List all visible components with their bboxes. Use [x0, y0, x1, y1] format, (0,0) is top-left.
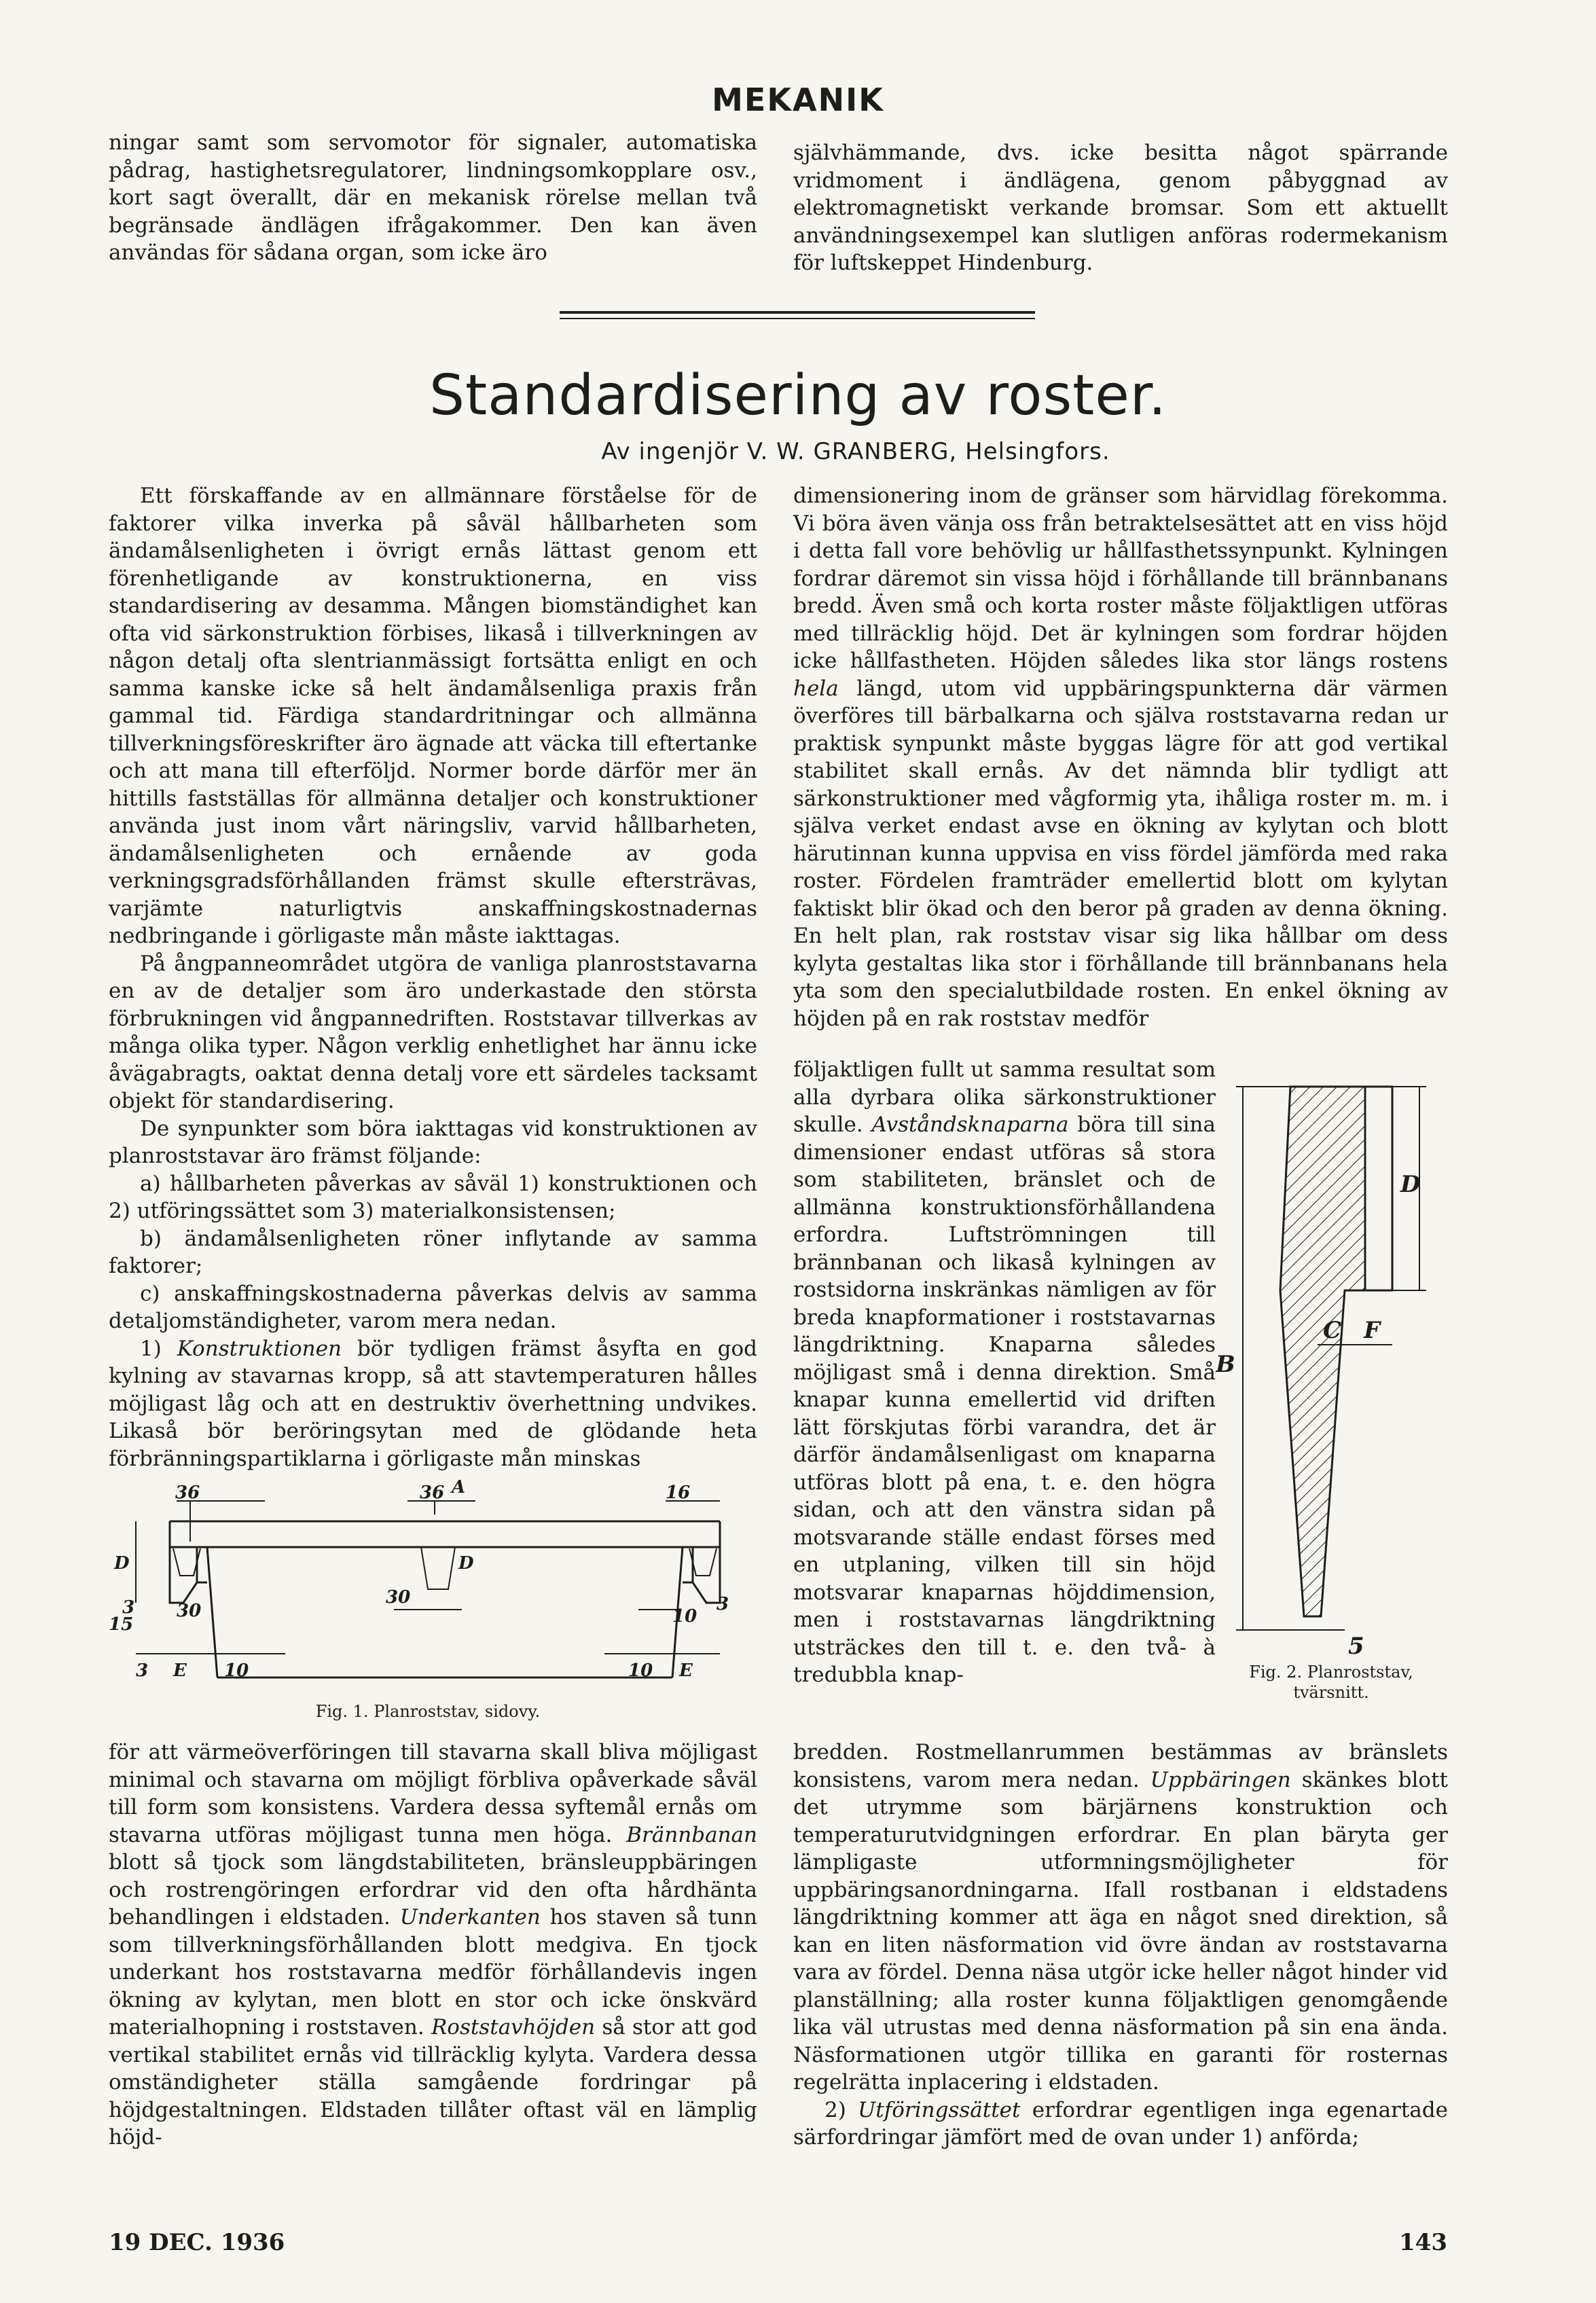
heat-text-3: hos staven så tunn som tillverkningsförhållanden blott medgiva. En tjock underkant hos roststavarna medför förhållandevis ingen ökning av kylytan, men blott en stor och icke önskvärd materialhopning i roststaven. — [109, 1905, 757, 2039]
fig2-label-5: 5 — [1348, 1633, 1364, 1657]
fig1-label-16: 16 — [666, 1483, 691, 1503]
fig1-label-36-left: 36 — [175, 1483, 200, 1503]
body-right-column — [793, 482, 1448, 1032]
top-left-column — [109, 129, 757, 267]
construction-term: Konstruktionen — [177, 1336, 342, 1361]
figure-2-caption — [1216, 1662, 1447, 1703]
section-divider-thin — [560, 318, 1035, 319]
section-heading: MEKANIK — [712, 81, 884, 118]
fig1-label-3: 3 — [122, 1597, 135, 1618]
fig1-label-15: 15 — [109, 1614, 134, 1635]
paragraph-knobs — [793, 1056, 1216, 1689]
fig1-label-10-bottom: 10 — [628, 1661, 653, 1681]
fig2-label-d: D — [1400, 1171, 1421, 1198]
top-left-paragraph: ningar samt som servomotor för signaler, automatiska pådrag, hastighetsregulatorer, lindningsomkopplare osv., kort sagt överallt, där en mekanisk rörelse mellan två begränsade ändlägen ifrågakommer. Den kan även användas för sådana organ, som icke äro — [109, 130, 757, 265]
fig1-label-e-left: E — [173, 1661, 187, 1681]
knobs-text-2: böra till sina dimensioner endast utföras så stora som stabiliteten, bränslet och de allmänna konstruktionsförhållandena erfordra. Luftströmningen till brännbanan och likaså kylningen av rostsidorna inskränkas nämligen av för breda knapformationer i roststavarnas längdriktning. Knaparna således möjligast små i denna direktion. Små knapar kunna emellertid vid driften lätt förskjutas förbi varandra, det är därför ändamålsenligast om knaparna utföras blott på ena, t. e. den högra sidan, och att den vänstra sidan på motsvarande ställe endast förses med en utplaning, vilken till sin höjd motsvarar knaparnas höjddimension, men i roststavarnas längdriktning utsträckes den till t. e. den två- à tredubbla knap- — [793, 1112, 1216, 1687]
paragraph-spacing — [793, 1739, 1448, 2097]
term-hela: hela — [793, 676, 839, 701]
footer-date: 19 DEC. 1936 — [109, 2229, 285, 2256]
spacing-text-1: bredden. Rostmellanrummen bestämmas av bränslets konsistens, varom mera nedan. — [793, 1740, 1448, 1792]
body-left-column-lower — [109, 1739, 757, 2152]
term-underkanten: Underkanten — [399, 1905, 541, 1929]
fig2-label-f: F — [1364, 1317, 1381, 1344]
dim-text-2: längd, utom vid uppbäringspunkterna där värmen överföres till bärbalkarna och själva roststavarna redan ur praktisk synpunkt måste byggas lägre för att god vertikal stabilitet skall ernås. Av det nämnda blir tydligt att särkonstruktioner med vågformig yta, ihåliga roster m. m. i själva verket endast avse en ökning av kylytan och blott härutinnan kunna uppvisa en viss fördel jämförda med raka roster. Fördelen framträder emellertid blott om kylytan faktiskt blir ökad och den beror på graden av denna ökning. En helt plan, rak roststav visar sig lika hållbar om dess kylyta gestaltas lika stor i förhållande till brännbanans hela yta som den specialutbildade rosten. En enkel ökning av höjden på en rak roststav medför — [793, 676, 1448, 1031]
fig2-label-b: B — [1216, 1351, 1235, 1378]
fig1-label-30-mid: 30 — [386, 1587, 411, 1608]
spacing-text-2: skänkes blott det utrymme som bärjärnens konstruktion och temperaturutvidgningen erfordrar. En plan bäryta ger lämpligaste utformningsmöjligheter för uppbäringsanordningarna. Ifall rostbanan i eldstadens längdriktning kommer att äga en något sned direktion, så kan en liten näsformation vid övre ändan av roststavarna vara av fördel. Denna näsa utgör icke heller något hinder vid planställning; alla roster kunna följaktligen genomgående lika väl utrustas med denna näsformation på sin ena ända. Näsformationen utgör tillika en garanti för rosternas regelrätta inplacering i eldstaden. — [793, 1767, 1448, 2095]
term-roststavhojden: Roststavhöjden — [431, 2015, 596, 2039]
construction-text: bör tydligen främst åsyfta en god kylning av stavarnas kropp, så att stavtemperaturen hålles möjligast låg och att en destruktiv överhettning undvikes. Likaså bör beröringsytan med de glödande heta förbränningspartiklarna i görligaste mån minskas — [109, 1336, 757, 1471]
section-divider — [560, 311, 1035, 314]
article-title: Standardisering av roster. — [429, 363, 1167, 428]
execution-number: 2) — [824, 2097, 858, 2122]
fig1-label-10-left: 10 — [224, 1661, 249, 1681]
body-right-narrow-column — [793, 1056, 1216, 1689]
knobs-text-1: följaktligen fullt ut samma resultat som alla dyrbara olika särkonstruktioner skulle. — [793, 1057, 1216, 1137]
paragraph-steam-boiler: På ångpanneområdet utgöra de vanliga planroststavarna en av de detaljer som äro underkastade den största förbrukningen vid ångpannedriften. Roststavar tillverkas av många olika typer. Någon verklig enhetlighet har ännu icke åvägabragts, oaktat denna detalj vore ett särdeles tacksamt objekt för standardisering. — [109, 951, 757, 1113]
heat-text-2: blott så tjock som längdstabiliteten, bränsleuppbäringen och rostrengöringen erfordrar vid den ofta hårdhänta behandlingen i eldstaden. — [109, 1850, 757, 1929]
construction-number: 1) — [140, 1336, 177, 1361]
fig2-label-c: C — [1323, 1317, 1342, 1344]
fig1-label-e-right: E — [679, 1661, 693, 1681]
figure-2-caption-line-2: tvärsnitt. — [1293, 1683, 1369, 1702]
fig1-label-d-mid: D — [458, 1553, 474, 1574]
list-item-a: a) hållbarheten påverkas av såväl 1) konstruktionen och 2) utföringssättet som 3) materialkonsistensen; — [109, 1171, 757, 1223]
figure-1-caption: Fig. 1. Planroststav, sidovy. — [315, 1702, 541, 1721]
term-brannbanan: Brännbanan — [626, 1822, 757, 1847]
body-left-column — [109, 482, 757, 1472]
term-avstandsknaparna: Avståndsknaparna — [871, 1112, 1069, 1137]
list-item-c: c) anskaffningskostnaderna påverkas delvis av samma detaljomständigheter, varom mera nedan. — [109, 1281, 757, 1333]
paragraph-heat-transfer — [109, 1739, 757, 2152]
top-right-paragraph: självhämmande, dvs. icke besitta något spärrande vridmoment i ändlägena, genom påbyggnad av elektromagnetiskt verkande bromsar. Som ett aktuellt användningsexempel kan slutligen anföras rodermekanism för luftskeppet Hindenburg. — [793, 141, 1448, 275]
term-utforingssattet: Utföringssättet — [858, 2097, 1021, 2122]
body-right-column-lower — [793, 1739, 1448, 2152]
figure-1-side-view — [109, 1474, 761, 1698]
execution-text: erfordrar egentligen inga egenartade särfordringar jämfört med de ovan under 1) anförda; — [793, 2097, 1448, 2150]
dim-text-1: dimensionering inom de gränser som härvidlag förekomma. Vi böra även vänja oss från betraktelsesättet att en viss höjd i detta fall vore behövlig ur hållfasthetssynpunkt. Kylningen fordrar däremot sin vissa höjd i förhållande till brännbanans bredd. Även små och korta roster måste följaktligen utföras med tillräcklig höjd. Det är kylningen som fordrar höjden icke hållfastheten. Höjden således lika stor längs rostens — [793, 484, 1448, 673]
fig1-label-3-right: 3 — [717, 1594, 729, 1614]
heat-text-4: så stor att god vertikal stabilitet ernås vid tillräcklig kylyta. Vardera dessa omständigheter ställa samgående fordringar på höjdgestaltningen. Eldstaden tillåter oftast väl en lämplig höjd- — [109, 2015, 757, 2150]
fig1-label-a: A — [452, 1477, 466, 1498]
figure-2-cross-section — [1216, 1073, 1447, 1657]
article-byline: Av ingenjör V. W. GRANBERG, Helsingfors. — [601, 438, 1110, 465]
fig1-label-10-right: 10 — [672, 1606, 697, 1627]
fig1-label-30-left: 30 — [177, 1601, 202, 1621]
term-uppbaringen: Uppbäringen — [1150, 1767, 1291, 1792]
paragraph-construction — [109, 1335, 757, 1473]
fig1-label-d: D — [114, 1553, 130, 1574]
list-item-b: b) ändamålsenligheten röner inflytande av samma faktorer; — [109, 1226, 757, 1278]
fig1-label-36-mid: 36 — [420, 1483, 445, 1503]
figure-2-caption-line-1: Fig. 2. Planroststav, — [1249, 1663, 1413, 1682]
fig1-label-3-bottom: 3 — [136, 1661, 149, 1681]
paragraph-execution — [793, 2097, 1448, 2152]
paragraph-viewpoints: De synpunkter som böra iakttagas vid konstruktionen av planroststavar äro främst följande: — [109, 1116, 757, 1168]
top-right-column — [793, 139, 1448, 277]
heat-text-1: för att värmeöverföringen till stavarna skall bliva möjligast minimal och stavarna om möjligt förbliva opåverkade såväl till form som konsistens. Vardera dessa syftemål ernås om stavarna utföras möjligast tunna men höga. — [109, 1740, 757, 1847]
paragraph-intro: Ett förskaffande av en allmännare förståelse för de faktorer vilka inverka på såväl hållbarheten som ändamålsenligheten i övrigt ernås lättast genom ett förenhetligande av konstruktionerna, en viss standardisering av desamma. Mången biomständighet kan ofta vid särkonstruktion förbises, likaså i tillverkningen av någon detalj ofta slentrianmässigt fortsätta enligt en och samma kanske icke så helt ändamålsenliga praxis från gammal tid. Färdiga standardritningar och allmänna tillverkningsföreskrifter äro ägnade att väcka till eftertanke och att mana till efterföljd. Normer borde därför mer än hittills fastställas för allmänna detaljer och konstruktioner använda just inom vårt näringsliv, varvid hållbarheten, ändamålsenligheten och ernående av goda verkningsgradsförhållanden främst skulle eftersträvas, varjämte naturligtvis anskaffningskostnadernas nedbringande i görligaste mån måste iakttagas. — [109, 484, 757, 948]
paragraph-dimensioning — [793, 482, 1448, 1032]
footer-page-number: 143 — [1399, 2229, 1447, 2256]
